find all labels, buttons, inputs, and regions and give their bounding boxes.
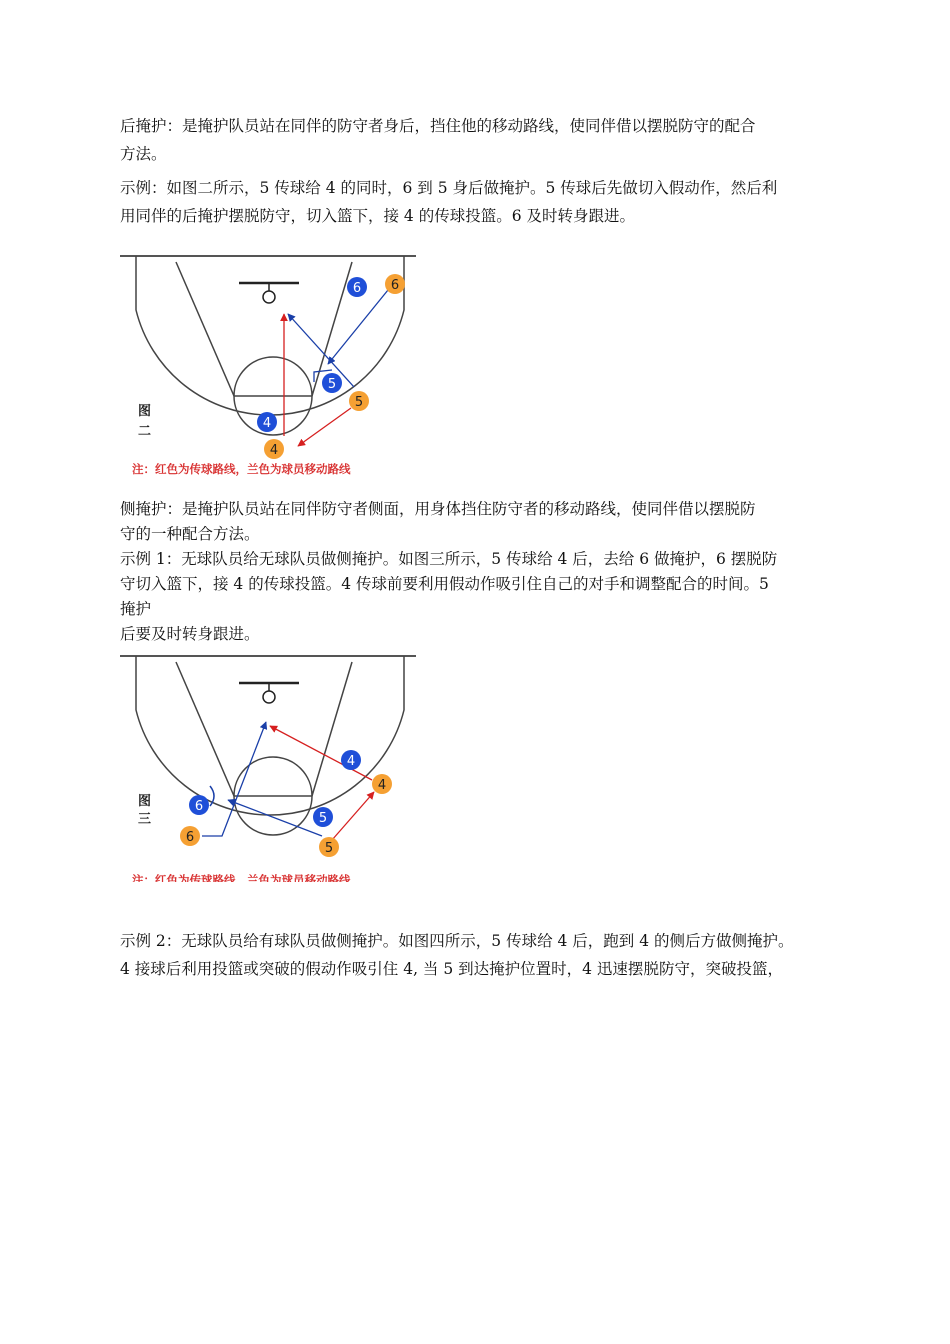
text-line: 示例：如图二所示，5 传球给 4 的同时，6 到 5 身后做掩护。5 传球后先做切入假动作，然后利	[120, 179, 778, 197]
move-line	[328, 290, 388, 364]
side-screen-example-2	[120, 927, 860, 983]
player-defense-6	[347, 277, 367, 297]
svg-text:5: 5	[354, 395, 364, 410]
back-screen-definition	[120, 112, 840, 168]
player-defense-4	[257, 412, 277, 432]
hoop	[263, 691, 275, 703]
figure-label-char: 二	[138, 424, 152, 439]
player-offense-6	[180, 826, 200, 846]
svg-text:5: 5	[327, 377, 337, 392]
text-line: 方法。	[120, 145, 167, 163]
lane-line	[312, 662, 352, 796]
figure-2-back-screen-diagram	[118, 250, 418, 482]
svg-text:6: 6	[390, 278, 400, 293]
move-line	[228, 800, 322, 836]
svg-text:6: 6	[194, 799, 204, 814]
lane-line	[176, 262, 234, 396]
player-offense-6	[385, 274, 405, 294]
figure-label-char: 三	[138, 812, 152, 827]
move-line	[202, 722, 266, 836]
player-defense-4	[341, 750, 361, 770]
player-offense-4	[264, 439, 284, 459]
svg-text:5: 5	[324, 841, 334, 856]
figure-3-side-screen-diagram	[118, 650, 418, 882]
svg-text:4: 4	[346, 754, 356, 769]
player-defense-6	[189, 795, 209, 815]
text-line: 掩护	[120, 600, 152, 618]
player-defense-5	[313, 807, 333, 827]
three-point-arc	[136, 656, 404, 815]
court-diagram	[118, 250, 418, 482]
text-line: 后掩护：是掩护队员站在同伴的防守者身后，挡住他的移动路线，使同伴借以摆脱防守的配合	[120, 117, 756, 135]
text-line: 示例 2：无球队员给有球队员做侧掩护。如图四所示，5 传球给 4 后，跑到 4 的侧后方做侧掩护。	[120, 932, 794, 950]
text-line: 用同伴的后掩护摆脱防守，切入篮下，接 4 的传球投篮。6 及时转身跟进。	[120, 207, 636, 225]
svg-text:5: 5	[318, 811, 328, 826]
court-diagram	[118, 650, 418, 882]
text-line: 侧掩护：是掩护队员站在同伴防守者侧面，用身体挡住防守者的移动路线，使同伴借以摆脱防	[120, 500, 756, 518]
svg-text:6: 6	[352, 281, 362, 296]
text-line: 守的一种配合方法。	[120, 525, 260, 543]
side-screen-definition	[120, 497, 840, 547]
svg-text:4: 4	[269, 443, 279, 458]
hoop	[263, 291, 275, 303]
text-line: 守切入篮下，接 4 的传球投篮。4 传球前要利用假动作吸引住自己的对手和调整配合的时间。5	[120, 575, 769, 593]
text-line: 示例 1：无球队员给无球队员做侧掩护。如图三所示，5 传球给 4 后，去给 6 做掩护，6 摆脱防	[120, 550, 778, 568]
lane-line	[176, 662, 234, 796]
text-line: 4 接球后利用投篮或突破的假动作吸引住 4, 当 5 到达掩护位置时，4 迅速摆脱防守，突破投篮，	[120, 960, 783, 978]
player-offense-4	[372, 774, 392, 794]
figure-label-char: 图	[138, 794, 152, 809]
player-offense-5	[349, 391, 369, 411]
svg-text:6: 6	[185, 830, 195, 845]
move-line	[288, 314, 354, 387]
side-screen-example-1	[120, 547, 840, 647]
legend-note: 注：红色为传球路线，兰色为球员移动路线	[132, 873, 351, 882]
pass-line	[332, 792, 374, 840]
figure-label-char: 图	[138, 404, 152, 419]
player-offense-5	[319, 837, 339, 857]
player-defense-5	[322, 373, 342, 393]
legend-note: 注：红色为传球路线，兰色为球员移动路线	[132, 462, 351, 476]
pass-line	[298, 408, 351, 446]
text-line: 后要及时转身跟进。	[120, 625, 260, 643]
svg-text:4: 4	[377, 778, 387, 793]
back-screen-example	[120, 174, 840, 230]
svg-text:4: 4	[262, 416, 272, 431]
